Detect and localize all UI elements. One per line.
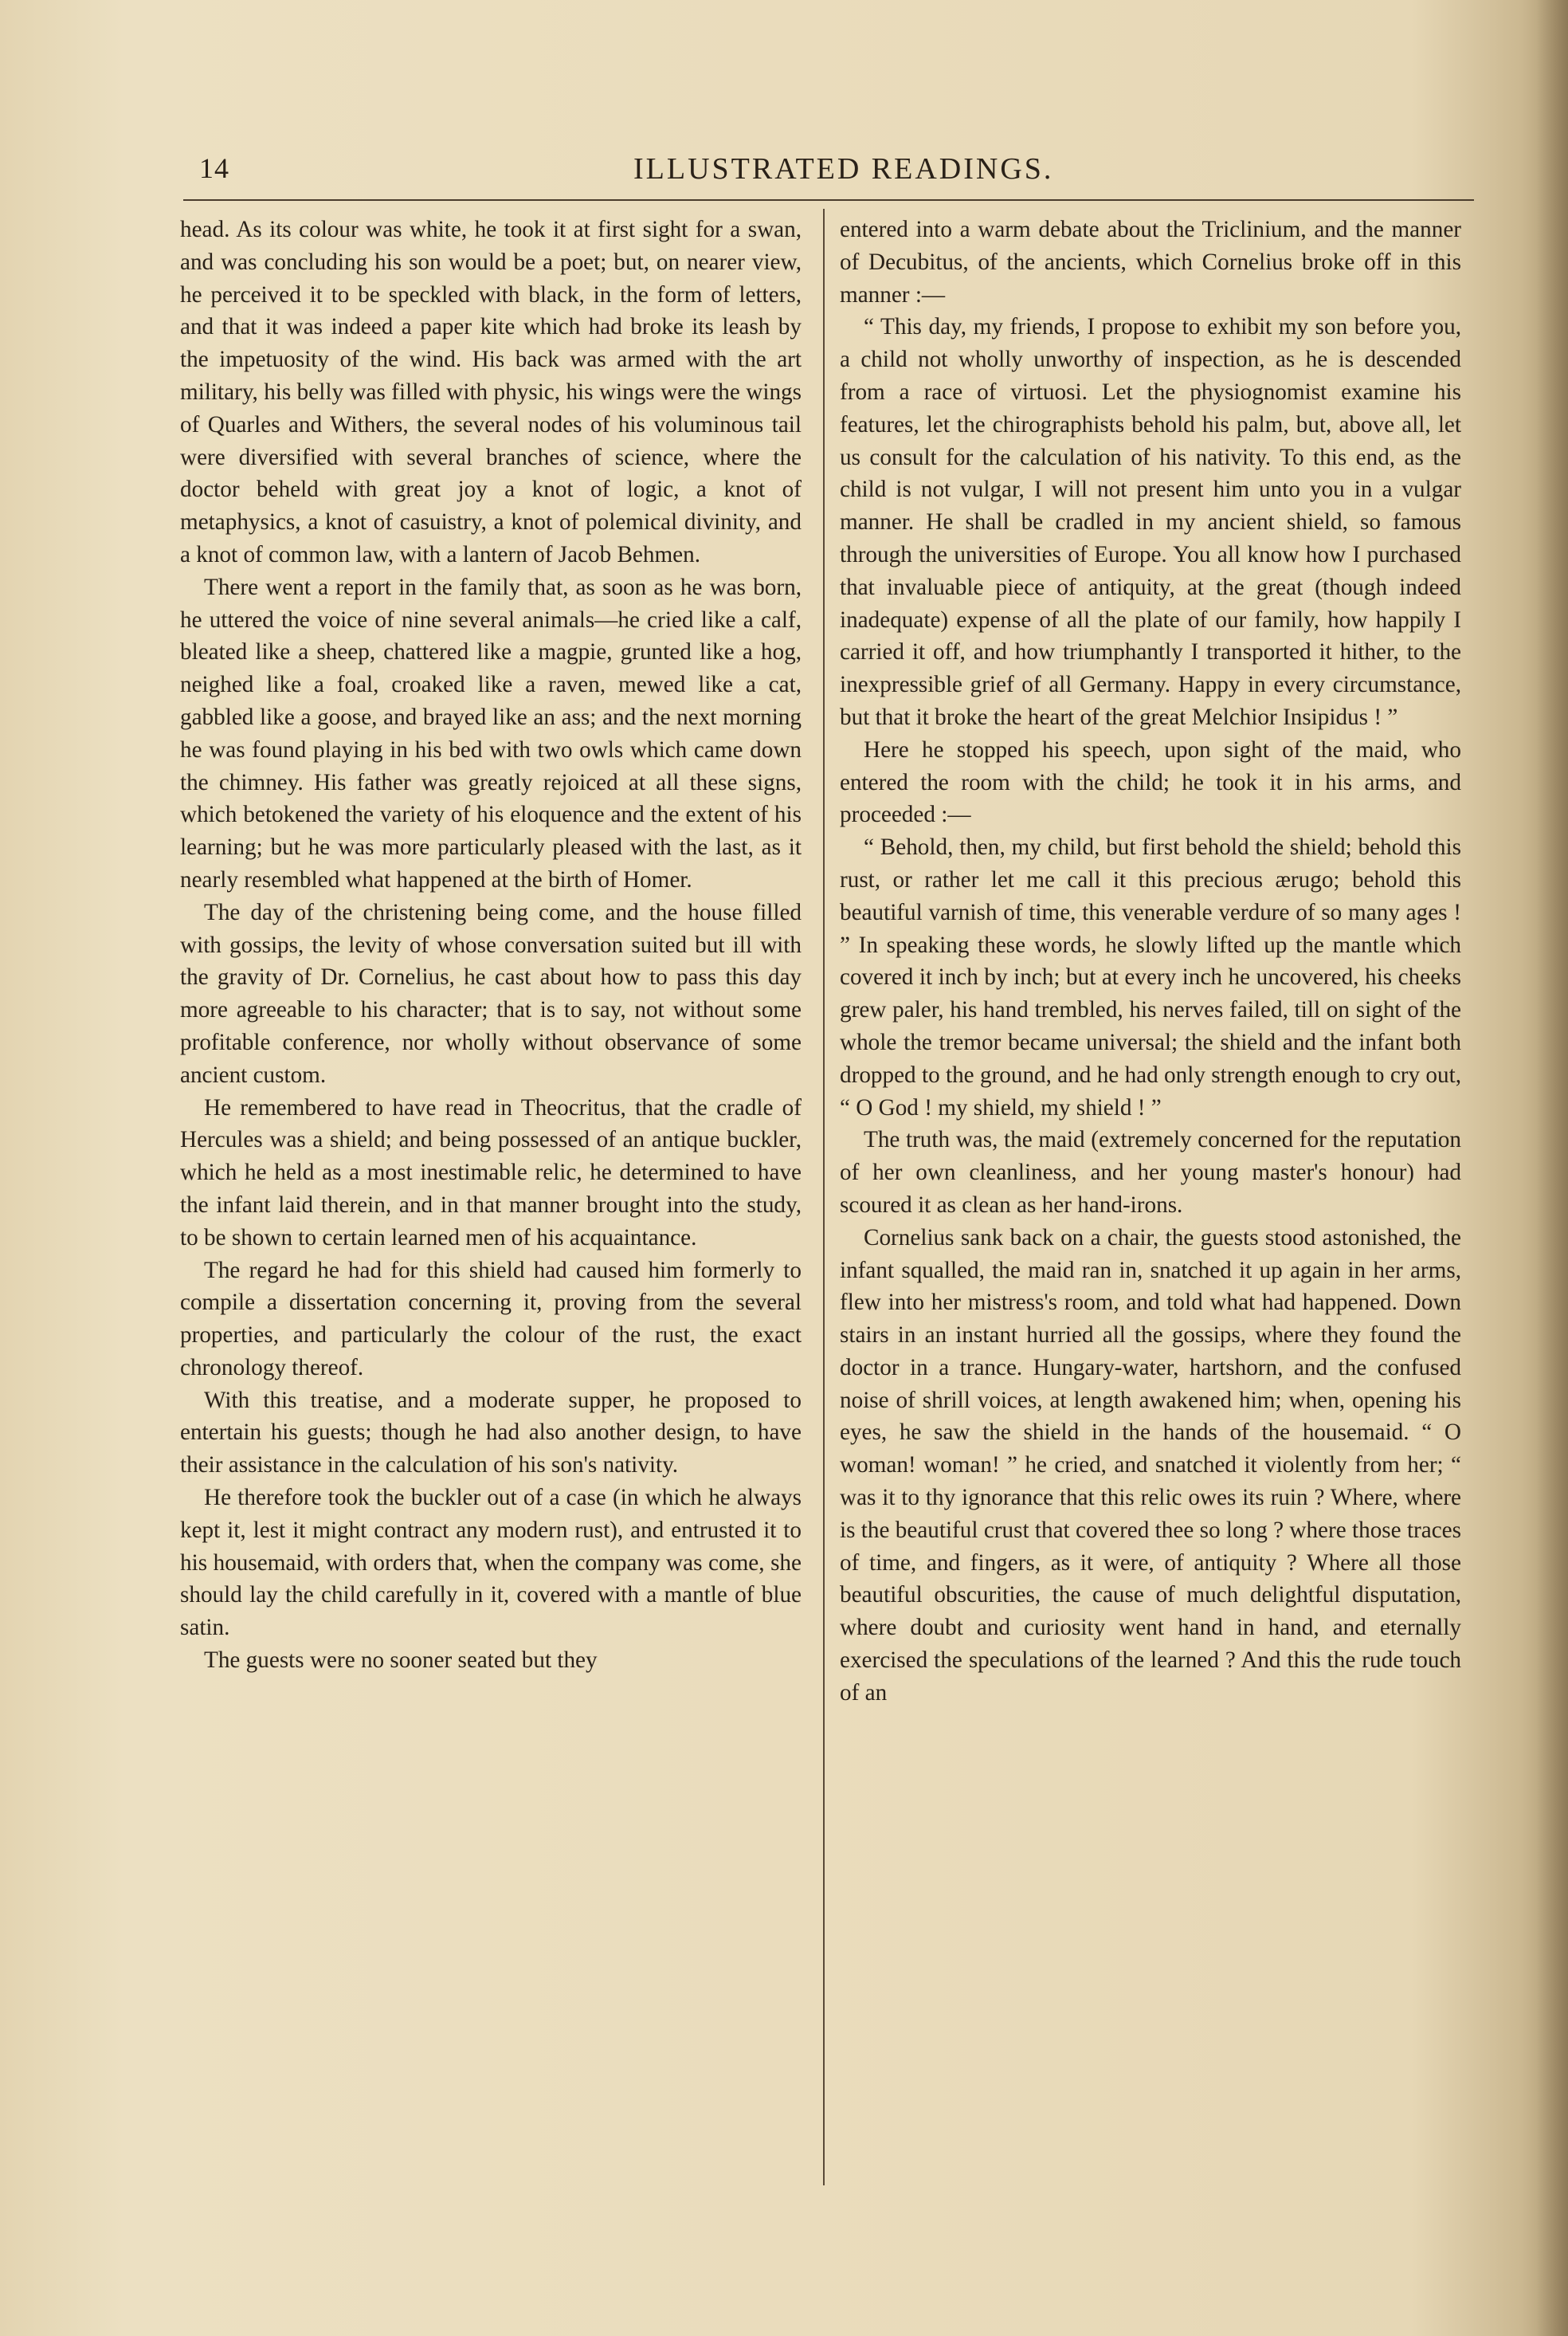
paragraph: “ This day, my friends, I propose to exhibit my son before you, a child not wholly unworthy of inspection, as he is descended from a race of virtuosi. Let the physiognomist examine his features, let the chirographists behold his palm, but, above all, let us consult for the calculation of his nativity. To this end, as the child is not vulgar, I will not present him unto you in a vulgar manner. He shall be cradled in my ancient shield, so famous through the universities of Europe. You all know how I purchased that invaluable piece of antiquity, at the great (though indeed inadequate) expense of all the plate of our family, how happily I carried it off, and how triumphantly I transported it hither, to the inexpressible grief of all Germany. Happy in every circumstance, but that it broke the heart of the great Melchior Insipidus ! ” — [840, 314, 1461, 730]
paragraph: The day of the christening being come, and the house filled with gossips, the levity of whose conversation suited but ill with the gravity of Dr. Cornelius, he cast about how to pass this day more agreeable to his character; that is to say, not without some profitable conference, nor wholly without observance of some ancient custom. — [180, 899, 802, 1088]
paragraph: entered into a warm debate about the Triclinium, and the manner of Decubitus, of the ancients, which Cornelius broke off in this manner :— — [840, 217, 1461, 308]
paragraph: “ Behold, then, my child, but first behold the shield; behold this rust, or rather let me call it this precious ærugo; behold this beautiful varnish of time, this venerable verdure of so many ages ! ” In speaking these words, he slowly lifted up the mantle which covered it inch by inch; but at every inch he uncovered, his cheeks grew paler, his hand trembled, his nerves failed, till on sight of the whole the tremor became universal; the shield and the infant both dropped to the ground, and he had only strength enough to cry out, “ O God ! my shield, my shield ! ” — [840, 834, 1461, 1121]
paragraph: With this treatise, and a moderate supper, he proposed to entertain his guests; though he had also another design, to have their assistance in the calculation of his son's nativity. — [180, 1387, 802, 1478]
paragraph: head. As its colour was white, he took it at first sight for a swan, and was concluding his son would be a poet; but, on nearer view, he perceived it to be speckled with black, in the form of letters, and that it was indeed a paper kite which had broke its leash by the impetuosity of the wind. His back was armed with the art military, his belly was filled with physic, his wings were the wings of Quarles and Withers, the several nodes of his voluminous tail were diversified with several branches of science, where the doctor beheld with great joy a knot of logic, a knot of metaphysics, a knot of casuistry, a knot of polemical divinity, and a knot of common law, with a lantern of Jacob Behmen. — [180, 217, 802, 567]
left-column — [180, 214, 802, 2166]
paragraph: He remembered to have read in Theocritus, that the cradle of Hercules was a shield; and being possessed of an antique buckler, which he held as a most inestimable relic, he determined to have the infant laid therein, and in that manner brought into the study, to be shown to certain learned men of his acquaintance. — [180, 1094, 802, 1250]
right-column — [840, 214, 1461, 2166]
page-header — [199, 151, 1474, 199]
running-title: ILLUSTRATED READINGS. — [633, 152, 1054, 186]
paragraph: The regard he had for this shield had caused him formerly to compile a dissertation concerning it, proving from the several properties, and particularly the colour of the rust, the exact chronology thereof. — [180, 1257, 802, 1380]
page-number: 14 — [199, 152, 229, 184]
paragraph: The truth was, the maid (extremely concerned for the reputation of her own cleanliness, and her young master's honour) had scoured it as clean as her hand-irons. — [840, 1127, 1461, 1218]
paragraph: There went a report in the family that, as soon as he was born, he uttered the voice of nine several animals—he cried like a calf, bleated like a sheep, chattered like a magpie, grunted like a hog, neighed like a foal, croaked like a raven, mewed like a cat, gabbled like a goose, and brayed like an ass; and the next morning he was found playing in his bed with two owls which came down the chimney. His father was greatly rejoiced at all these signs, which betokened the variety of his eloquence and the extent of his learning; but he was more particularly pleased with the last, as it nearly resembled what happened at the birth of Homer. — [180, 574, 802, 893]
paragraph: The guests were no sooner seated but they — [204, 1647, 598, 1674]
column-divider — [823, 209, 825, 2185]
page-edge-shadow — [1536, 0, 1568, 2336]
paragraph: Cornelius sank back on a chair, the guests stood astonished, the infant squalled, the maid ran in, snatched it up again in her arms, flew into her mistress's room, and told what had happened. Down stairs in an instant hurried all the gossips, where they found the doctor in a trance. Hungary-water, hartshorn, and the confused noise of shrill voices, at length awakened him; when, opening his eyes, he saw the shield in the hands of the housemaid. “ O woman! woman! ” he cried, and snatched it violently from her; “ was it to thy ignorance that this relic owes its ruin ? Where, where is the beautiful crust that covered thee so long ? where those traces of time, and fingers, as it were, of antiquity ? Where all those beautiful obscurities, the cause of much delightful disputation, where doubt and curiosity went hand in hand, and eternally exercised the speculations of the learned ? And this the rude touch of an — [840, 1224, 1461, 1706]
header-rule — [183, 199, 1474, 201]
paragraph: He therefore took the buckler out of a case (in which he always kept it, lest it might contract any modern rust), and entrusted it to his housemaid, with orders that, when the company was come, she should lay the child carefully in it, covered with a mantle of blue satin. — [180, 1485, 802, 1641]
paragraph: Here he stopped his speech, upon sight of the maid, who entered the room with the child; he took it in his arms, and proceeded :— — [840, 736, 1461, 828]
